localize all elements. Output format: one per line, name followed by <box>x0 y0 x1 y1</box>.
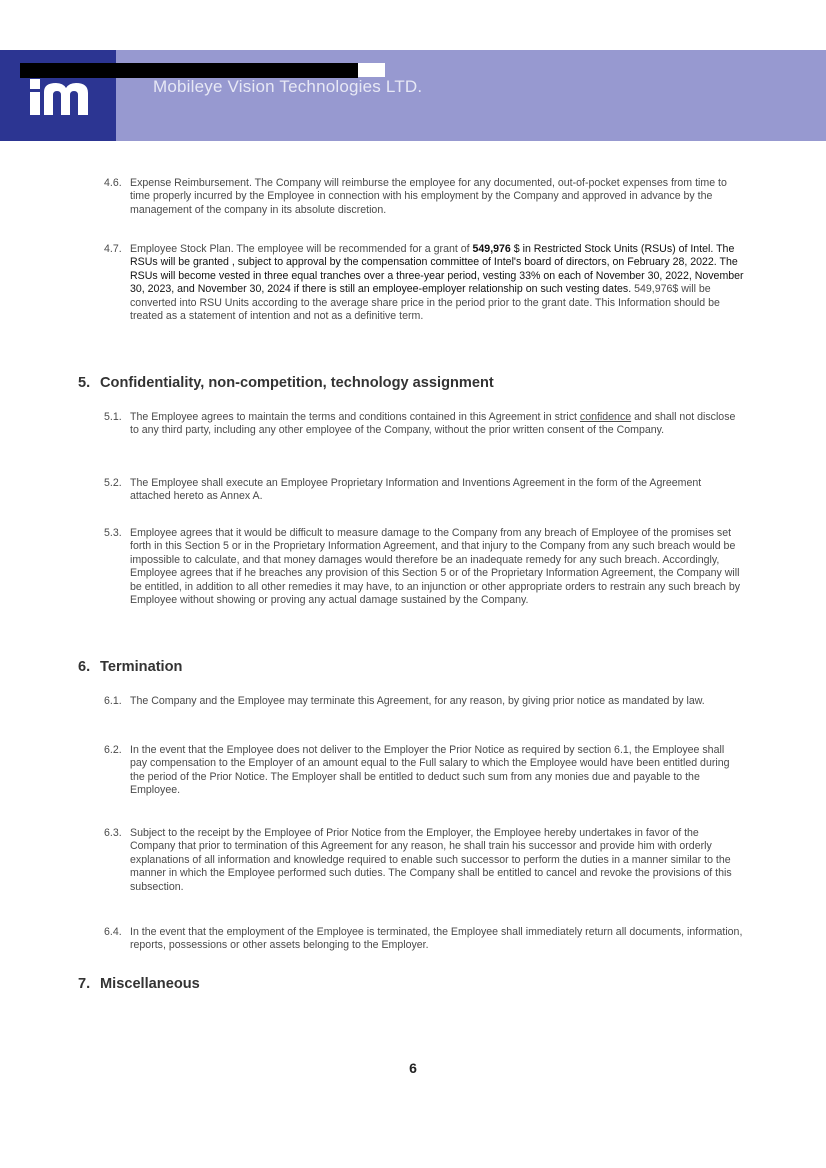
clause-number: 5.3. <box>104 527 122 539</box>
clause-4-7 <box>104 243 744 323</box>
underlined-word: confidence <box>579 411 632 423</box>
clause-6-4 <box>104 926 744 953</box>
clause-number: 5.2. <box>104 477 122 489</box>
section-5-heading <box>78 375 494 391</box>
section-7-heading <box>78 976 200 992</box>
clause-number: 6.1. <box>104 695 122 707</box>
mobileye-m-logo-icon <box>30 79 88 115</box>
clause-4-6 <box>104 177 744 217</box>
clause-number: 4.7. <box>104 243 122 255</box>
clause-5-2 <box>104 477 744 504</box>
section-number: 6. <box>78 659 91 675</box>
clause-number: 6.3. <box>104 827 122 839</box>
clause-text: Expense Reimbursement. The Company will reimburse the employee for any documented, out-of-pocket expenses from time to time properly incurred by the Employee in connection with his employment by the Company and approved in advance by the management of the company in its absolute discretion. <box>130 177 727 216</box>
clause-5-3 <box>104 527 744 607</box>
section-title: Miscellaneous <box>100 976 200 992</box>
clause-text: The Employee shall execute an Employee Proprietary Information and Inventions Agreement in the form of the Agreement attached hereto as Annex A. <box>130 477 702 503</box>
clause-5-1 <box>104 411 744 438</box>
clause-text: In the event that the employment of the Employee is terminated, the Employee shall immediately return all documents, information, reports, possessions or other assets belonging to the Employer. <box>130 926 743 952</box>
section-title: Termination <box>100 659 183 675</box>
clause-6-2 <box>104 744 744 798</box>
clause-text-part: and shall not disclose to any third party, including any other employee of the Company, without the prior written consent of the Company. <box>130 411 736 437</box>
clause-number: 6.4. <box>104 926 122 938</box>
grant-amount: 549,976 <box>472 243 511 255</box>
clause-text: Employee agrees that it would be difficult to measure damage to the Company from any breach of Employee of the promises set forth in this Section 5 or in the Proprietary Information Agreement, and that injury to the Company from any such breach would be impossible to calculate, and that money damages would therefore be an inadequate remedy for any such breach. Accordingly, Employee agrees that if he breaches any provision of this Section 5 or of the Proprietary Information Agreement, the Company will be entitled, in addition to all other remedies it may have, to an injunction or other appropriate orders to restrain any such breach by Employee without showing or proving any actual damage sustained by the Company. <box>130 527 741 607</box>
clause-number: 6.2. <box>104 744 122 756</box>
redaction-bar <box>20 63 358 78</box>
header-white-tab <box>358 63 385 77</box>
clause-6-3 <box>104 827 744 894</box>
company-name: Mobileye Vision Technologies LTD. <box>153 77 423 96</box>
section-title: Confidentiality, non-competition, technology assignment <box>100 375 494 391</box>
clause-number: 4.6. <box>104 177 122 189</box>
clause-text <box>130 243 744 323</box>
section-6-heading <box>78 659 182 675</box>
clause-6-1 <box>104 695 744 708</box>
page-number: 6 <box>409 1060 417 1076</box>
clause-text-part: Employee Stock Plan. The employee will be recommended for a grant of <box>130 243 473 255</box>
clause-text-part: The Employee agrees to maintain the terms and conditions contained in this Agreement in strict <box>130 411 580 423</box>
clause-text <box>130 411 744 438</box>
clause-text: In the event that the Employee does not deliver to the Employer the Prior Notice as required by section 6.1, the Employee shall pay compensation to the Employer of an amount equal to the Full salary to which the Employee would have been entitled during the period of the Prior Notice. The Employer shall be entitled to deduct such sum from any monies due and payable to the Employee. <box>130 744 730 797</box>
section-number: 7. <box>78 976 91 992</box>
clause-text: The Company and the Employee may terminate this Agreement, for any reason, by giving prior notice as mandated by law. <box>130 695 705 707</box>
clause-text-part: $ in Restricted Stock Units (RSUs) of Intel. The RSUs will be granted , subject to approval by the compensation committee of Intel's board of directors, on February 28, 2022. The RSUs will become vested in three equal tranches over a three-year period, vesting 33% on each of November 30, 2022, November 30, 2023, and November 30, 2024 if there is still an employee-employer relationship on such vesting dates. <box>130 243 744 296</box>
clause-text: Subject to the receipt by the Employee of Prior Notice from the Employer, the Employee hereby undertakes in favor of the Company that prior to termination of this Agreement for any reason, he shall train his successor and provide him with orderly explanations of all information and knowledge required to enable such successor to perform the duties in a manner similar to the manner in which the Employee performed such duties. The Company shall be entitled to cancel and revoke the provisions of this subsection. <box>130 827 732 893</box>
clause-number: 5.1. <box>104 411 122 423</box>
clause-text-part: 549,976$ will be converted into RSU Units according to the average share price in the period prior to the grant date. This Information should be treated as a statement of intention and not as a definitive term. <box>130 283 720 323</box>
section-number: 5. <box>78 375 91 391</box>
